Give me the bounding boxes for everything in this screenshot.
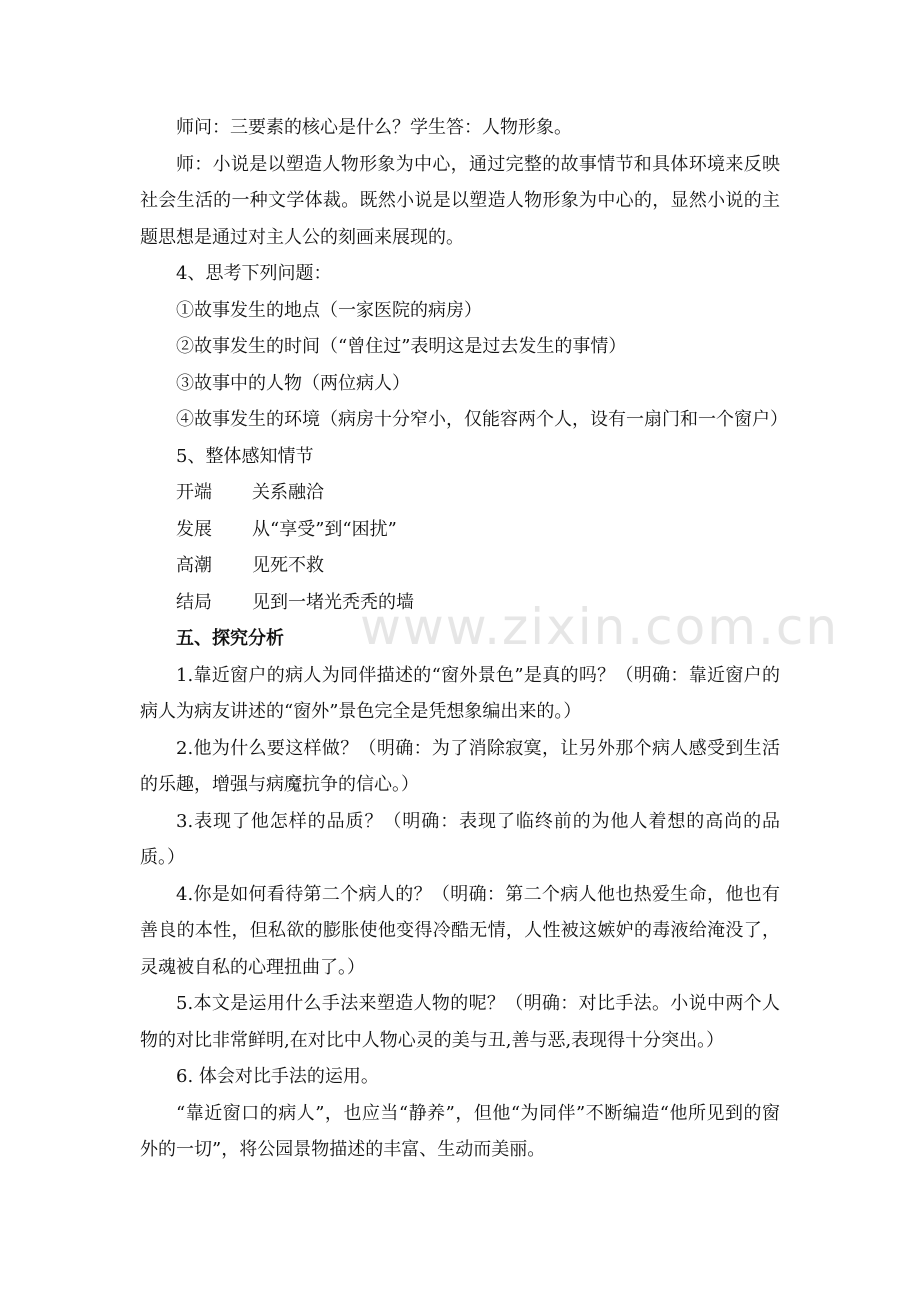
plot-term: 开端 [176,482,212,503]
analysis-question-6: 6. 体会对比手法的运用。 [176,1066,379,1087]
list-item-characters: ③故事中的人物（两位病人） [176,372,410,394]
plot-desc: 见到一堵光秃秃的墙 [252,591,414,613]
analysis-paragraph-contrast: “靠近窗口的病人”，也应当“静养”，但他“为同伴”不断编造“他所见到的窗外的一切”，将公园景物描述的丰富、生动而美丽。 [140,1102,780,1160]
analysis-question-2: 2.他为什么要这样做？（明确：为了消除寂寞，让另外那个病人感受到生活的乐趣，增强与病魔抗争的信心。） [140,737,780,795]
paragraph-teacher-question: 师问：三要素的核心是什么？学生答：人物形象。 [176,117,572,138]
plot-desc: 见死不救 [252,555,324,576]
section-title: 五、探究分析 [176,628,284,649]
list-item-location: ①故事发生的地点（一家医院的病房） [176,299,482,321]
document-page [140,110,788,1169]
list-item-time: ②故事发生的时间（“曾住过”表明这是过去发生的事情） [176,336,627,357]
paragraph-teacher-explanation: 师：小说是以塑造人物形象为中心，通过完整的故事情节和具体环境来反映社会生活的一种文学体裁。既然小说是以塑造人物形象为中心的，显然小说的主题思想是通过对主人公的刻画来展现的。 [140,153,780,248]
plot-desc: 从“享受”到“困扰” [252,518,397,540]
paragraph-think-heading: 4、思考下列问题： [176,263,332,284]
plot-row-climax [140,548,780,585]
plot-term: 结局 [176,591,212,613]
paragraph-plot-heading: 5、整体感知情节 [176,445,314,467]
plot-row-ending [140,585,780,622]
plot-term: 高潮 [176,555,212,576]
plot-term: 发展 [176,518,212,540]
analysis-question-1: 1.靠近窗户的病人为同伴描述的“窗外景色”是真的吗？（明确：靠近窗户的病人为病友讲述的“窗外”景色完全是凭想象编出来的。） [140,664,780,722]
analysis-question-3: 3.表现了他怎样的品质？（明确：表现了临终前的为他人着想的高尚的品质。） [140,810,780,868]
plot-row-development [140,512,780,549]
watermark: www.zixin.com.cn [360,598,840,656]
plot-desc: 关系融洽 [252,482,324,503]
analysis-question-5: 5.本文是运用什么手法来塑造人物的呢？（明确：对比手法。小说中两个人物的对比非常鲜明,在对比中人物心灵的美与丑,善与恶,表现得十分突出。） [140,993,780,1051]
plot-row-opening [140,475,780,512]
list-item-environment: ④故事发生的环境（病房十分窄小，仅能容两个人，设有一扇门和一个窗户） [176,409,788,430]
analysis-question-4: 4.你是如何看待第二个病人的？（明确：第二个病人他也热爱生命，他也有善良的本性，但私欲的膨胀使他变得冷酷无情，人性被这嫉妒的毒液给淹没了，灵魂被自私的心理扭曲了。） [140,883,780,978]
